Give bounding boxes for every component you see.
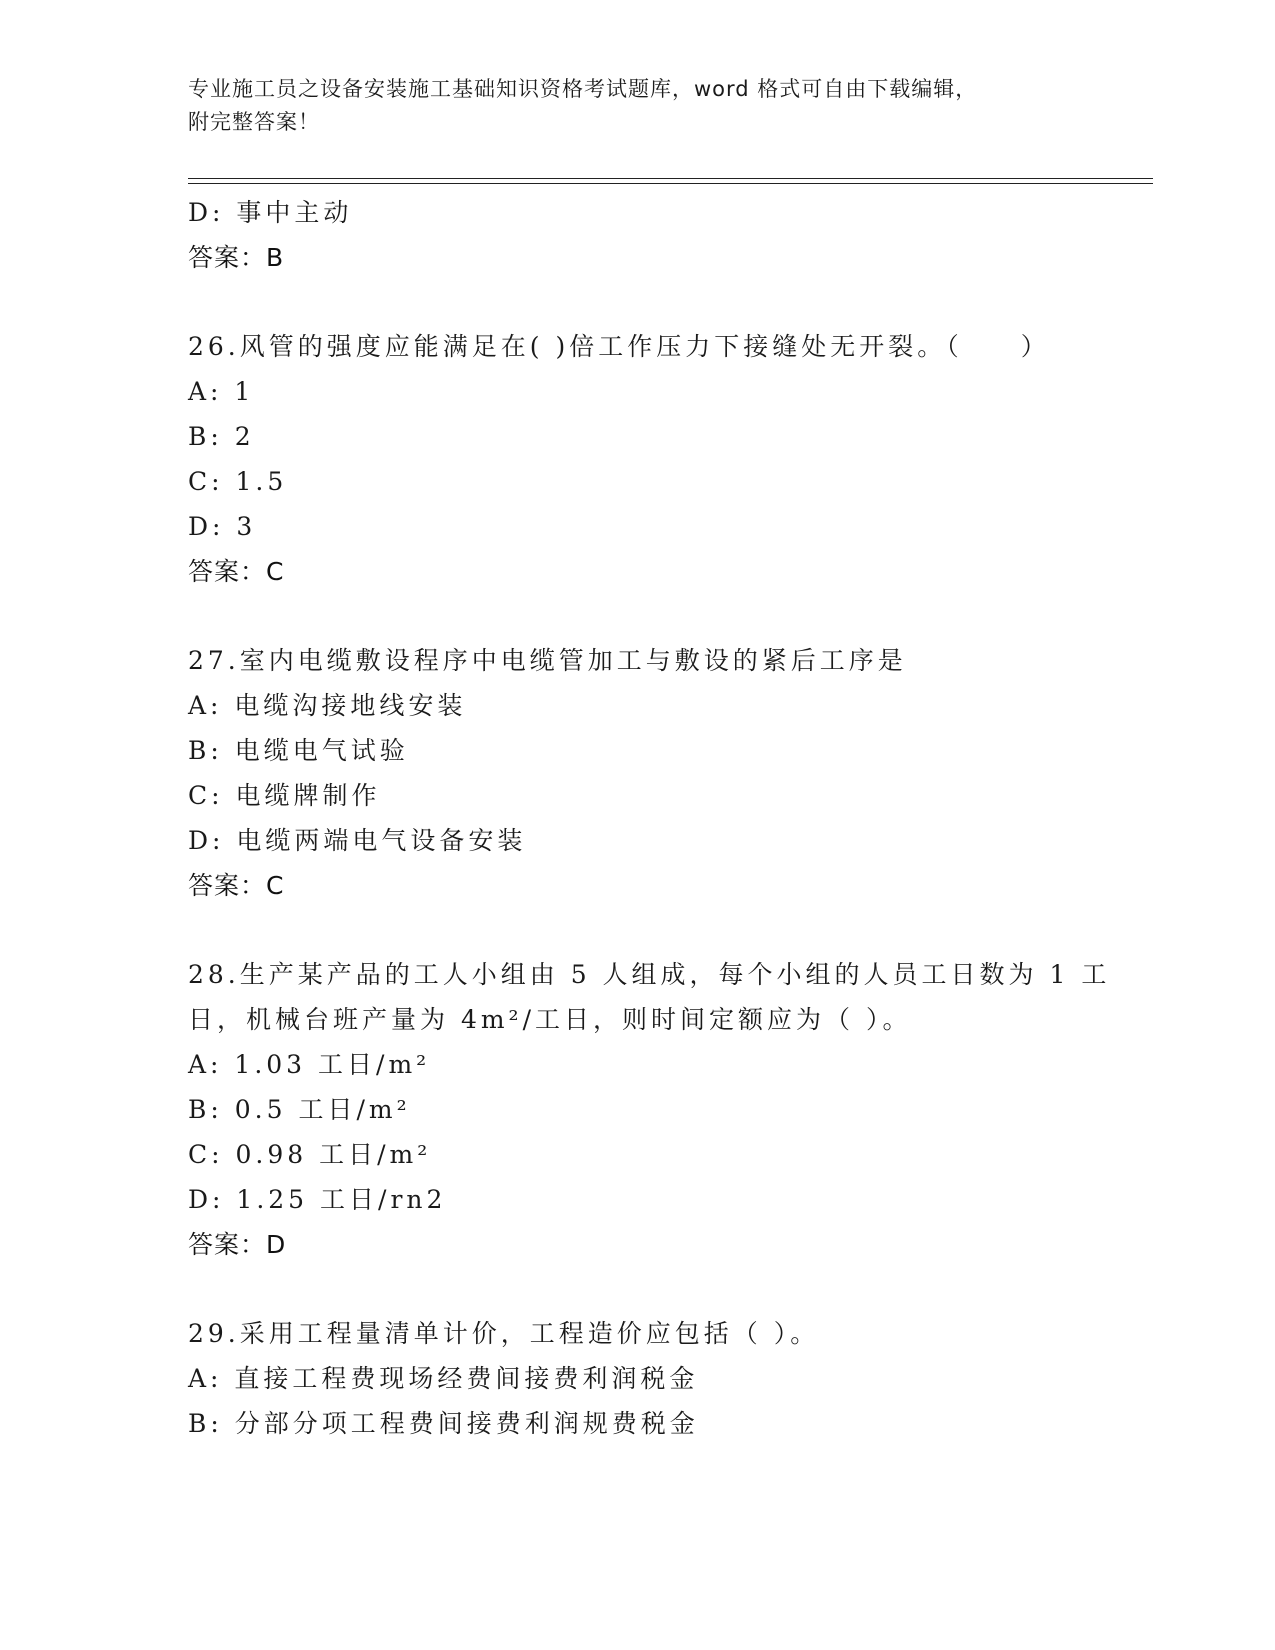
question-28 [188, 952, 1111, 1267]
question-stem: 26.风管的强度应能满足在( )倍工作压力下接缝处无开裂。（ ） [188, 332, 1050, 361]
answer: 答案：C [188, 557, 285, 586]
option-c: C: 0.98 工日/m² [188, 1140, 432, 1169]
option-a: A: 1 [188, 377, 255, 406]
question-stem-line-2: 日，机械台班产量为 4m²/工日，则时间定额应为（ ）。 [188, 1005, 912, 1034]
question-26 [188, 324, 1088, 594]
option-d: D: 1.25 工日/rn2 [188, 1185, 447, 1214]
option-c: C: 1.5 [188, 467, 288, 496]
question-stem: 29.采用工程量清单计价，工程造价应包括（ ）。 [188, 1319, 820, 1348]
question-27 [188, 638, 1088, 908]
header-title-line-1: 专业施工员之设备安装施工基础知识资格考试题库，word 格式可自由下载编辑， [188, 77, 978, 101]
option-b: B: 2 [188, 422, 255, 451]
question-stem-line-1: 28.生产某产品的工人小组由 5 人组成，每个小组的人员工日数为 1 工 [188, 960, 1111, 989]
option-d: D: 3 [188, 512, 257, 541]
spacer [188, 1267, 1088, 1311]
header-title-line-2: 附完整答案！ [188, 110, 320, 134]
option-b: B: 0.5 工日/m² [188, 1095, 411, 1124]
header-divider-top [188, 178, 1153, 179]
option-a: A: 1.03 工日/m² [188, 1050, 431, 1079]
option-b: B: 分部分项工程费间接费利润规费税金 [188, 1409, 699, 1438]
option-a: A: 电缆沟接地线安装 [188, 691, 467, 720]
answer: 答案：C [188, 871, 285, 900]
answer: 答案：D [188, 1230, 287, 1259]
question-29 [188, 1311, 1088, 1446]
option-b: B: 电缆电气试验 [188, 736, 409, 765]
prev-option-d: D: 事中主动 [188, 198, 353, 227]
option-a: A: 直接工程费现场经费间接费利润税金 [188, 1364, 699, 1393]
page-header [188, 73, 1068, 139]
question-list [188, 190, 1111, 1446]
prev-answer: 答案：B [188, 243, 285, 272]
spacer [188, 908, 1088, 952]
option-c: C: 电缆牌制作 [188, 781, 381, 810]
spacer [188, 280, 1088, 324]
spacer [188, 594, 1088, 638]
option-d: D: 电缆两端电气设备安装 [188, 826, 527, 855]
header-divider-bottom [188, 183, 1153, 184]
question-stem: 27.室内电缆敷设程序中电缆管加工与敷设的紧后工序是 [188, 646, 907, 675]
